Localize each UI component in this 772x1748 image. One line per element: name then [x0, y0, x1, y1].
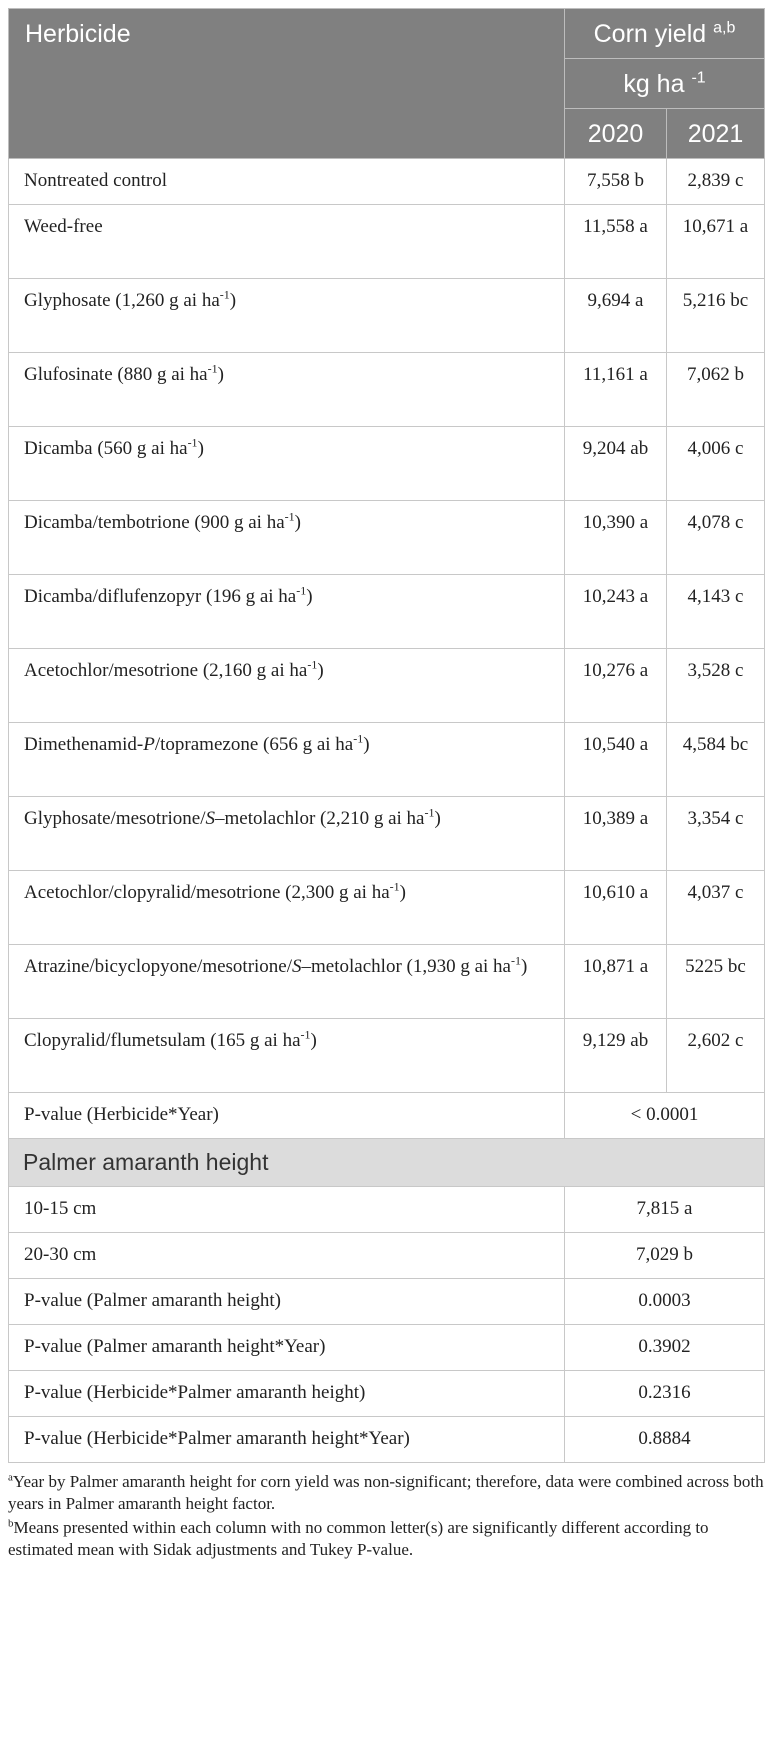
- yield-2020: 9,694 a: [565, 279, 667, 353]
- yield-2021: 5,216 bc: [667, 279, 765, 353]
- unit-exponent: -1: [284, 509, 295, 524]
- height-row-label: 10-15 cm: [9, 1187, 565, 1233]
- herbicide-name: Acetochlor/mesotrione (2,160 g ai $ha^{-1}$): [9, 649, 565, 723]
- table-row: [9, 279, 765, 353]
- yield-2021: 10,671 a: [667, 205, 765, 279]
- herbicide-name: Weed-free: [9, 205, 565, 279]
- header-herbicide: Herbicide: [9, 9, 565, 159]
- pvalue-label: P-value (Herbicide*Year): [9, 1093, 565, 1139]
- yield-2020: 9,204 ab: [565, 427, 667, 501]
- table-row: [9, 353, 765, 427]
- yield-2021: 2,839 c: [667, 159, 765, 205]
- yield-2021: 2,602 c: [667, 1019, 765, 1093]
- pvalue-value: < 0.0001: [565, 1093, 765, 1139]
- herbicide-name: Nontreated control: [9, 159, 565, 205]
- yield-2021: 5225 bc: [667, 945, 765, 1019]
- footnote: [8, 1471, 764, 1515]
- herbicide-name: Dicamba (560 g ai $ha^{-1}$): [9, 427, 565, 501]
- yield-2020: 10,871 a: [565, 945, 667, 1019]
- table-row: [9, 1233, 765, 1279]
- table-row: [9, 1093, 765, 1139]
- table-row: [9, 501, 765, 575]
- height-row-label: P-value (Palmer amaranth height): [9, 1279, 565, 1325]
- table-row: [9, 1325, 765, 1371]
- unit-exponent: -1: [296, 583, 307, 598]
- yield-2020: 10,610 a: [565, 871, 667, 945]
- unit-exponent: -1: [300, 1027, 311, 1042]
- header-corn-yield-label: Corn yield: [593, 19, 707, 48]
- height-row-label: 20-30 cm: [9, 1233, 565, 1279]
- yield-2021: 4,143 c: [667, 575, 765, 649]
- yield-2020: 9,129 ab: [565, 1019, 667, 1093]
- unit-exponent: -1: [187, 435, 198, 450]
- height-row-label: P-value (Herbicide*Palmer amaranth height*Year): [9, 1417, 565, 1463]
- yield-2021: 4,584 bc: [667, 723, 765, 797]
- unit-exponent: -1: [389, 879, 400, 894]
- height-row-value: 7,029 b: [565, 1233, 765, 1279]
- table-row: [9, 205, 765, 279]
- height-row-value: 0.3902: [565, 1325, 765, 1371]
- unit-exponent: -1: [511, 953, 521, 968]
- footnote-mark: a: [8, 1471, 13, 1484]
- corn-yield-table: [8, 8, 765, 1463]
- table-row: [9, 797, 765, 871]
- herbicide-name: Acetochlor/clopyralid/mesotrione (2,300 g ai $ha^{-1}$): [9, 871, 565, 945]
- yield-table-container: [8, 8, 764, 1563]
- header-corn-yield-sup: a,b: [713, 19, 736, 37]
- footnotes: [8, 1471, 764, 1561]
- header-year-2020: 2020: [565, 109, 667, 159]
- yield-2020: 11,161 a: [565, 353, 667, 427]
- italic-prefix: S: [205, 808, 216, 829]
- yield-2020: 7,558 b: [565, 159, 667, 205]
- unit-exponent: -1: [353, 731, 364, 746]
- table-row: [9, 1371, 765, 1417]
- table-row: [9, 871, 765, 945]
- table-row: [9, 1279, 765, 1325]
- herbicide-name: Dimethenamid-P/topramezone (656 g ai $ha^{-1}$): [9, 723, 565, 797]
- height-row-label: P-value (Palmer amaranth height*Year): [9, 1325, 565, 1371]
- table-row: [9, 1019, 765, 1093]
- header-row-title: [9, 9, 765, 59]
- yield-2021: 4,078 c: [667, 501, 765, 575]
- yield-2021: 4,037 c: [667, 871, 765, 945]
- herbicide-name: Glufosinate (880 g ai $ha^{-1}$): [9, 353, 565, 427]
- header-unit: [565, 59, 765, 109]
- table-row: [9, 575, 765, 649]
- table-row: [9, 723, 765, 797]
- height-row-value: 0.8884: [565, 1417, 765, 1463]
- footnote-text: Means presented within each column with no common letter(s) are significantly different according to estimated mean with Sidak adjustments and Tukey P-value.: [8, 1518, 709, 1559]
- yield-2021: 3,354 c: [667, 797, 765, 871]
- herbicide-name: Dicamba/diflufenzopyr (196 g ai $ha^{-1}$): [9, 575, 565, 649]
- herbicide-name: Clopyralid/flumetsulam (165 g ai $ha^{-1}$): [9, 1019, 565, 1093]
- yield-2021: 7,062 b: [667, 353, 765, 427]
- yield-2020: 10,243 a: [565, 575, 667, 649]
- header-corn-yield: [565, 9, 765, 59]
- herbicide-name: Atrazine/bicyclopyone/mesotrione/S–metolachlor (1,930 g ai $ha^{-1}$): [9, 945, 565, 1019]
- table-row: [9, 1417, 765, 1463]
- yield-2021: 4,006 c: [667, 427, 765, 501]
- footnote: [8, 1517, 764, 1561]
- footnote-mark: b: [8, 1517, 14, 1530]
- header-unit-sup: -1: [691, 69, 706, 87]
- yield-2020: 10,389 a: [565, 797, 667, 871]
- table-row: [9, 945, 765, 1019]
- table-row: [9, 159, 765, 205]
- unit-exponent: -1: [207, 361, 218, 376]
- herbicide-name: Glyphosate (1,260 g ai $ha^{-1}$): [9, 279, 565, 353]
- herbicide-name: Dicamba/tembotrione (900 g ai $ha^{-1}$): [9, 501, 565, 575]
- footnote-text: Year by Palmer amaranth height for corn yield was non-significant; therefore, data were combined across both years in Palmer amaranth height factor.: [8, 1472, 764, 1513]
- yield-2020: 10,276 a: [565, 649, 667, 723]
- header-unit-label: kg ha: [623, 69, 685, 98]
- herbicide-name: Glyphosate/mesotrione/S–metolachlor (2,210 g ai $ha^{-1}$): [9, 797, 565, 871]
- italic-prefix: S: [292, 956, 302, 977]
- italic-prefix: P: [143, 734, 155, 755]
- height-row-label: P-value (Herbicide*Palmer amaranth height): [9, 1371, 565, 1417]
- table-row: [9, 1187, 765, 1233]
- section-header-row: [9, 1139, 765, 1187]
- yield-2021: 3,528 c: [667, 649, 765, 723]
- section-title: Palmer amaranth height: [9, 1139, 765, 1187]
- table-row: [9, 649, 765, 723]
- table-row: [9, 427, 765, 501]
- unit-exponent: -1: [424, 805, 435, 820]
- yield-2020: 10,390 a: [565, 501, 667, 575]
- height-row-value: 0.2316: [565, 1371, 765, 1417]
- yield-2020: 10,540 a: [565, 723, 667, 797]
- yield-2020: 11,558 a: [565, 205, 667, 279]
- unit-exponent: -1: [219, 287, 230, 302]
- header-year-2021: 2021: [667, 109, 765, 159]
- height-row-value: 7,815 a: [565, 1187, 765, 1233]
- unit-exponent: -1: [307, 657, 318, 672]
- height-row-value: 0.0003: [565, 1279, 765, 1325]
